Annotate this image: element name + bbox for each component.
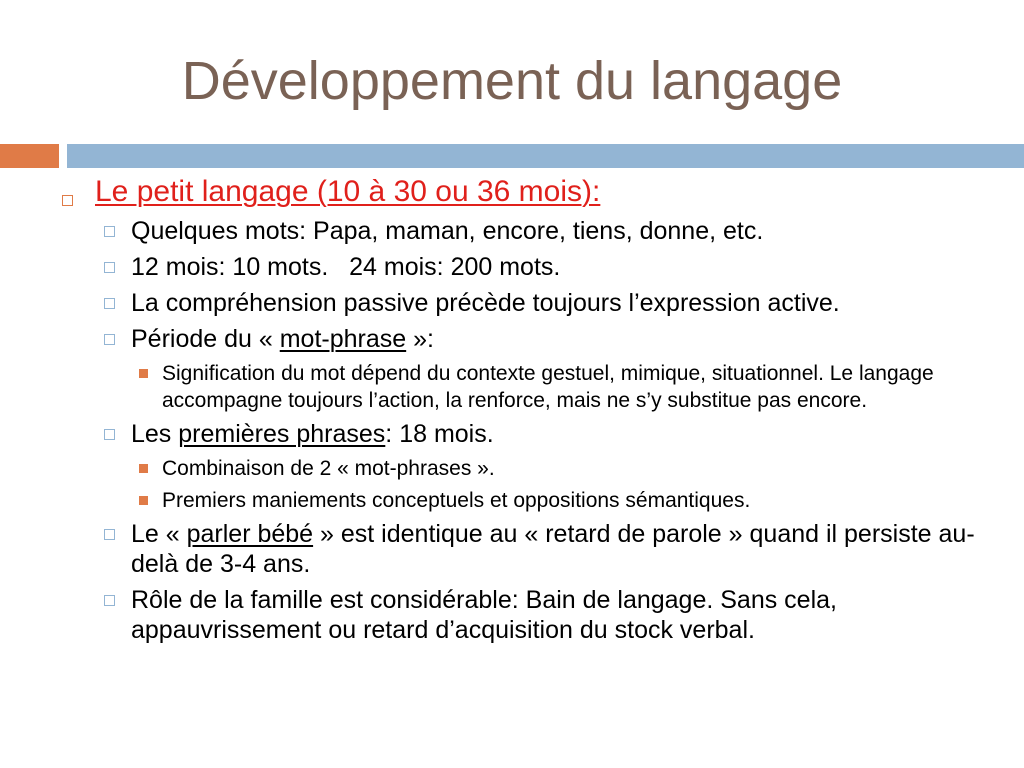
hollow-square-bullet-icon (104, 226, 115, 237)
item-text-suffix: »: (406, 325, 434, 353)
underlined-term-parler-bebe: parler bébé (186, 520, 314, 548)
list-item (0, 252, 1024, 282)
item-text-prefix: Période du « (131, 325, 280, 353)
title-rule-orange (0, 144, 59, 168)
filled-square-bullet-icon (139, 369, 148, 378)
list-item (0, 324, 1024, 354)
item-text-vocabulaire: 12 mois: 10 mots. 24 mois: 200 mots. (131, 253, 561, 281)
item-text-suffix: » est identique au « retard de parole » quand il persiste au-delà de 3-4 ans. (131, 520, 975, 578)
slide-title: Développement du langage (181, 51, 843, 111)
underlined-term-premieres-phrases: premières phrases (178, 420, 386, 448)
hollow-square-bullet-icon (104, 334, 115, 345)
filled-square-bullet-icon (139, 496, 148, 505)
list-item (0, 585, 1024, 645)
hollow-square-bullet-icon (104, 262, 115, 273)
sub-item-text: Premiers maniements conceptuels et oppositions sémantiques. (162, 489, 751, 512)
hollow-square-bullet-icon (104, 429, 115, 440)
sub-item-text: Combinaison de 2 « mot-phrases ». (162, 457, 495, 480)
hollow-square-bullet-icon (104, 298, 115, 309)
heading-label: Le petit langage (10 à 30 ou 36 mois): (95, 175, 601, 208)
sub-list-item (0, 487, 1024, 514)
item-text-mots: Quelques mots: Papa, maman, encore, tiens, donne, etc. (131, 217, 764, 245)
hollow-square-bullet-icon (104, 595, 115, 606)
slide-content (0, 176, 1024, 651)
list-item (0, 288, 1024, 318)
underlined-term-mot-phrase: mot-phrase (279, 325, 407, 353)
list-item (0, 419, 1024, 449)
item-text-prefix: Le « (131, 520, 187, 548)
item-text-comprehension: La compréhension passive précède toujours l’expression active. (131, 289, 840, 317)
list-item (0, 216, 1024, 246)
item-text-prefix: Les (131, 420, 179, 448)
list-item (0, 519, 1024, 579)
sub-list-item (0, 455, 1024, 482)
heading-item (0, 176, 1024, 208)
title-rule-blue (67, 144, 1024, 168)
item-text-famille: Rôle de la famille est considérable: Bain de langage. Sans cela, appauvrissement ou retard d’acquisition du stock verbal. (131, 586, 837, 644)
item-text-suffix: : 18 mois. (385, 420, 494, 448)
sub-list-item (0, 360, 1024, 414)
hollow-square-bullet-icon (104, 529, 115, 540)
sub-item-text: Signification du mot dépend du contexte gestuel, mimique, situationnel. Le langage accompagne toujours l’action, la renforce, mais ne s’y substitue pas encore. (162, 362, 934, 412)
filled-square-bullet-icon (139, 464, 148, 473)
hollow-square-bullet-icon (62, 195, 73, 206)
